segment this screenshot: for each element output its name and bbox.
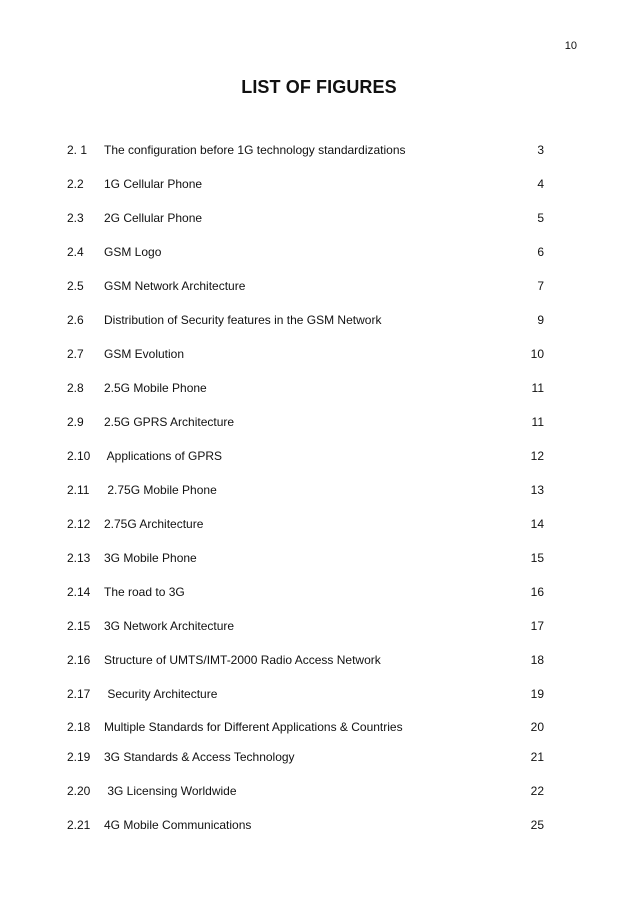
page-title: LIST OF FIGURES	[241, 77, 397, 97]
figure-caption: Structure of UMTS/IMT-2000 Radio Access Network	[104, 653, 381, 667]
figure-page-number: 14	[530, 517, 544, 531]
figure-row	[0, 782, 638, 800]
figure-caption: Distribution of Security features in the GSM Network	[104, 313, 382, 327]
figure-caption: 2.75G Mobile Phone	[104, 483, 217, 497]
figure-page-number: 10	[530, 347, 544, 361]
figure-page-number: 17	[530, 619, 544, 633]
figure-page-number: 22	[530, 784, 544, 798]
figure-page-number: 11	[531, 415, 544, 429]
figure-caption: 3G Network Architecture	[104, 619, 235, 633]
figure-number: 2.10	[67, 449, 91, 463]
figure-number: 2.20	[67, 784, 91, 798]
figure-row	[0, 748, 638, 766]
figure-number: 2.14	[67, 585, 91, 599]
figure-caption: The configuration before 1G technology standardizations	[104, 143, 406, 157]
figure-page-number: 16	[530, 585, 544, 599]
figure-row	[0, 617, 638, 635]
figure-row	[0, 379, 638, 397]
figure-row	[0, 141, 638, 159]
figure-number: 2.9	[67, 415, 84, 429]
figure-number: 2.13	[67, 551, 91, 565]
figure-caption: GSM Network Architecture	[104, 279, 246, 293]
figure-page-number: 18	[530, 653, 544, 667]
figure-page-number: 15	[530, 551, 544, 565]
figure-number: 2.8	[67, 381, 84, 395]
figure-caption: GSM Logo	[104, 245, 162, 259]
figure-page-number: 20	[530, 720, 544, 734]
figure-number: 2. 1	[67, 143, 88, 157]
figure-page-number: 3	[537, 143, 544, 157]
figure-caption: The road to 3G	[104, 585, 185, 599]
figure-row	[0, 549, 638, 567]
page-number: 10	[564, 40, 577, 52]
figure-number: 2.6	[67, 313, 84, 327]
figure-page-number: 19	[530, 687, 544, 701]
figure-caption: 4G Mobile Communications	[104, 818, 252, 832]
figure-row	[0, 311, 638, 329]
figure-row	[0, 277, 638, 295]
figure-row	[0, 583, 638, 601]
figure-number: 2.15	[67, 619, 91, 633]
figure-caption: 2.5G GPRS Architecture	[104, 415, 235, 429]
figure-page-number: 5	[537, 211, 544, 225]
figure-number: 2.19	[67, 750, 91, 764]
figure-caption: 2.5G Mobile Phone	[104, 381, 207, 395]
figure-page-number: 9	[537, 313, 544, 327]
figure-caption: Applications of GPRS	[104, 449, 223, 463]
figure-page-number: 12	[530, 449, 544, 463]
figure-caption: 3G Mobile Phone	[104, 551, 197, 565]
figure-row	[0, 413, 638, 431]
figure-row	[0, 651, 638, 669]
figure-caption: 2.75G Architecture	[104, 517, 204, 531]
figure-number: 2.11	[67, 483, 90, 497]
figure-number: 2.3	[67, 211, 84, 225]
figure-caption: 2G Cellular Phone	[104, 211, 203, 225]
figure-row	[0, 718, 638, 736]
figure-page-number: 11	[531, 381, 544, 395]
figure-number: 2.5	[67, 279, 84, 293]
figure-caption: 1G Cellular Phone	[104, 177, 203, 191]
figure-number: 2.7	[67, 347, 84, 361]
figure-page-number: 21	[530, 750, 544, 764]
figure-caption: GSM Evolution	[104, 347, 185, 361]
figure-number: 2.17	[67, 687, 91, 701]
figure-number: 2.21	[67, 818, 91, 832]
figure-page-number: 4	[537, 177, 544, 191]
figure-row	[0, 481, 638, 499]
figure-row	[0, 685, 638, 703]
figure-caption: Multiple Standards for Different Applications & Countries	[104, 720, 403, 734]
figure-number: 2.16	[67, 653, 91, 667]
figure-row	[0, 209, 638, 227]
figure-row	[0, 175, 638, 193]
figure-number: 2.12	[67, 517, 91, 531]
figure-page-number: 6	[537, 245, 544, 259]
figure-row	[0, 515, 638, 533]
figure-caption: 3G Standards & Access Technology	[104, 750, 295, 764]
figure-row	[0, 816, 638, 834]
figure-row	[0, 447, 638, 465]
figure-page-number: 25	[530, 818, 544, 832]
figure-row	[0, 345, 638, 363]
figure-number: 2.4	[67, 245, 84, 259]
figure-page-number: 7	[537, 279, 544, 293]
figure-number: 2.18	[67, 720, 91, 734]
figure-caption: 3G Licensing Worldwide	[104, 784, 237, 798]
figure-number: 2.2	[67, 177, 84, 191]
figure-caption: Security Architecture	[104, 687, 218, 701]
figure-row	[0, 243, 638, 261]
figure-page-number: 13	[530, 483, 544, 497]
